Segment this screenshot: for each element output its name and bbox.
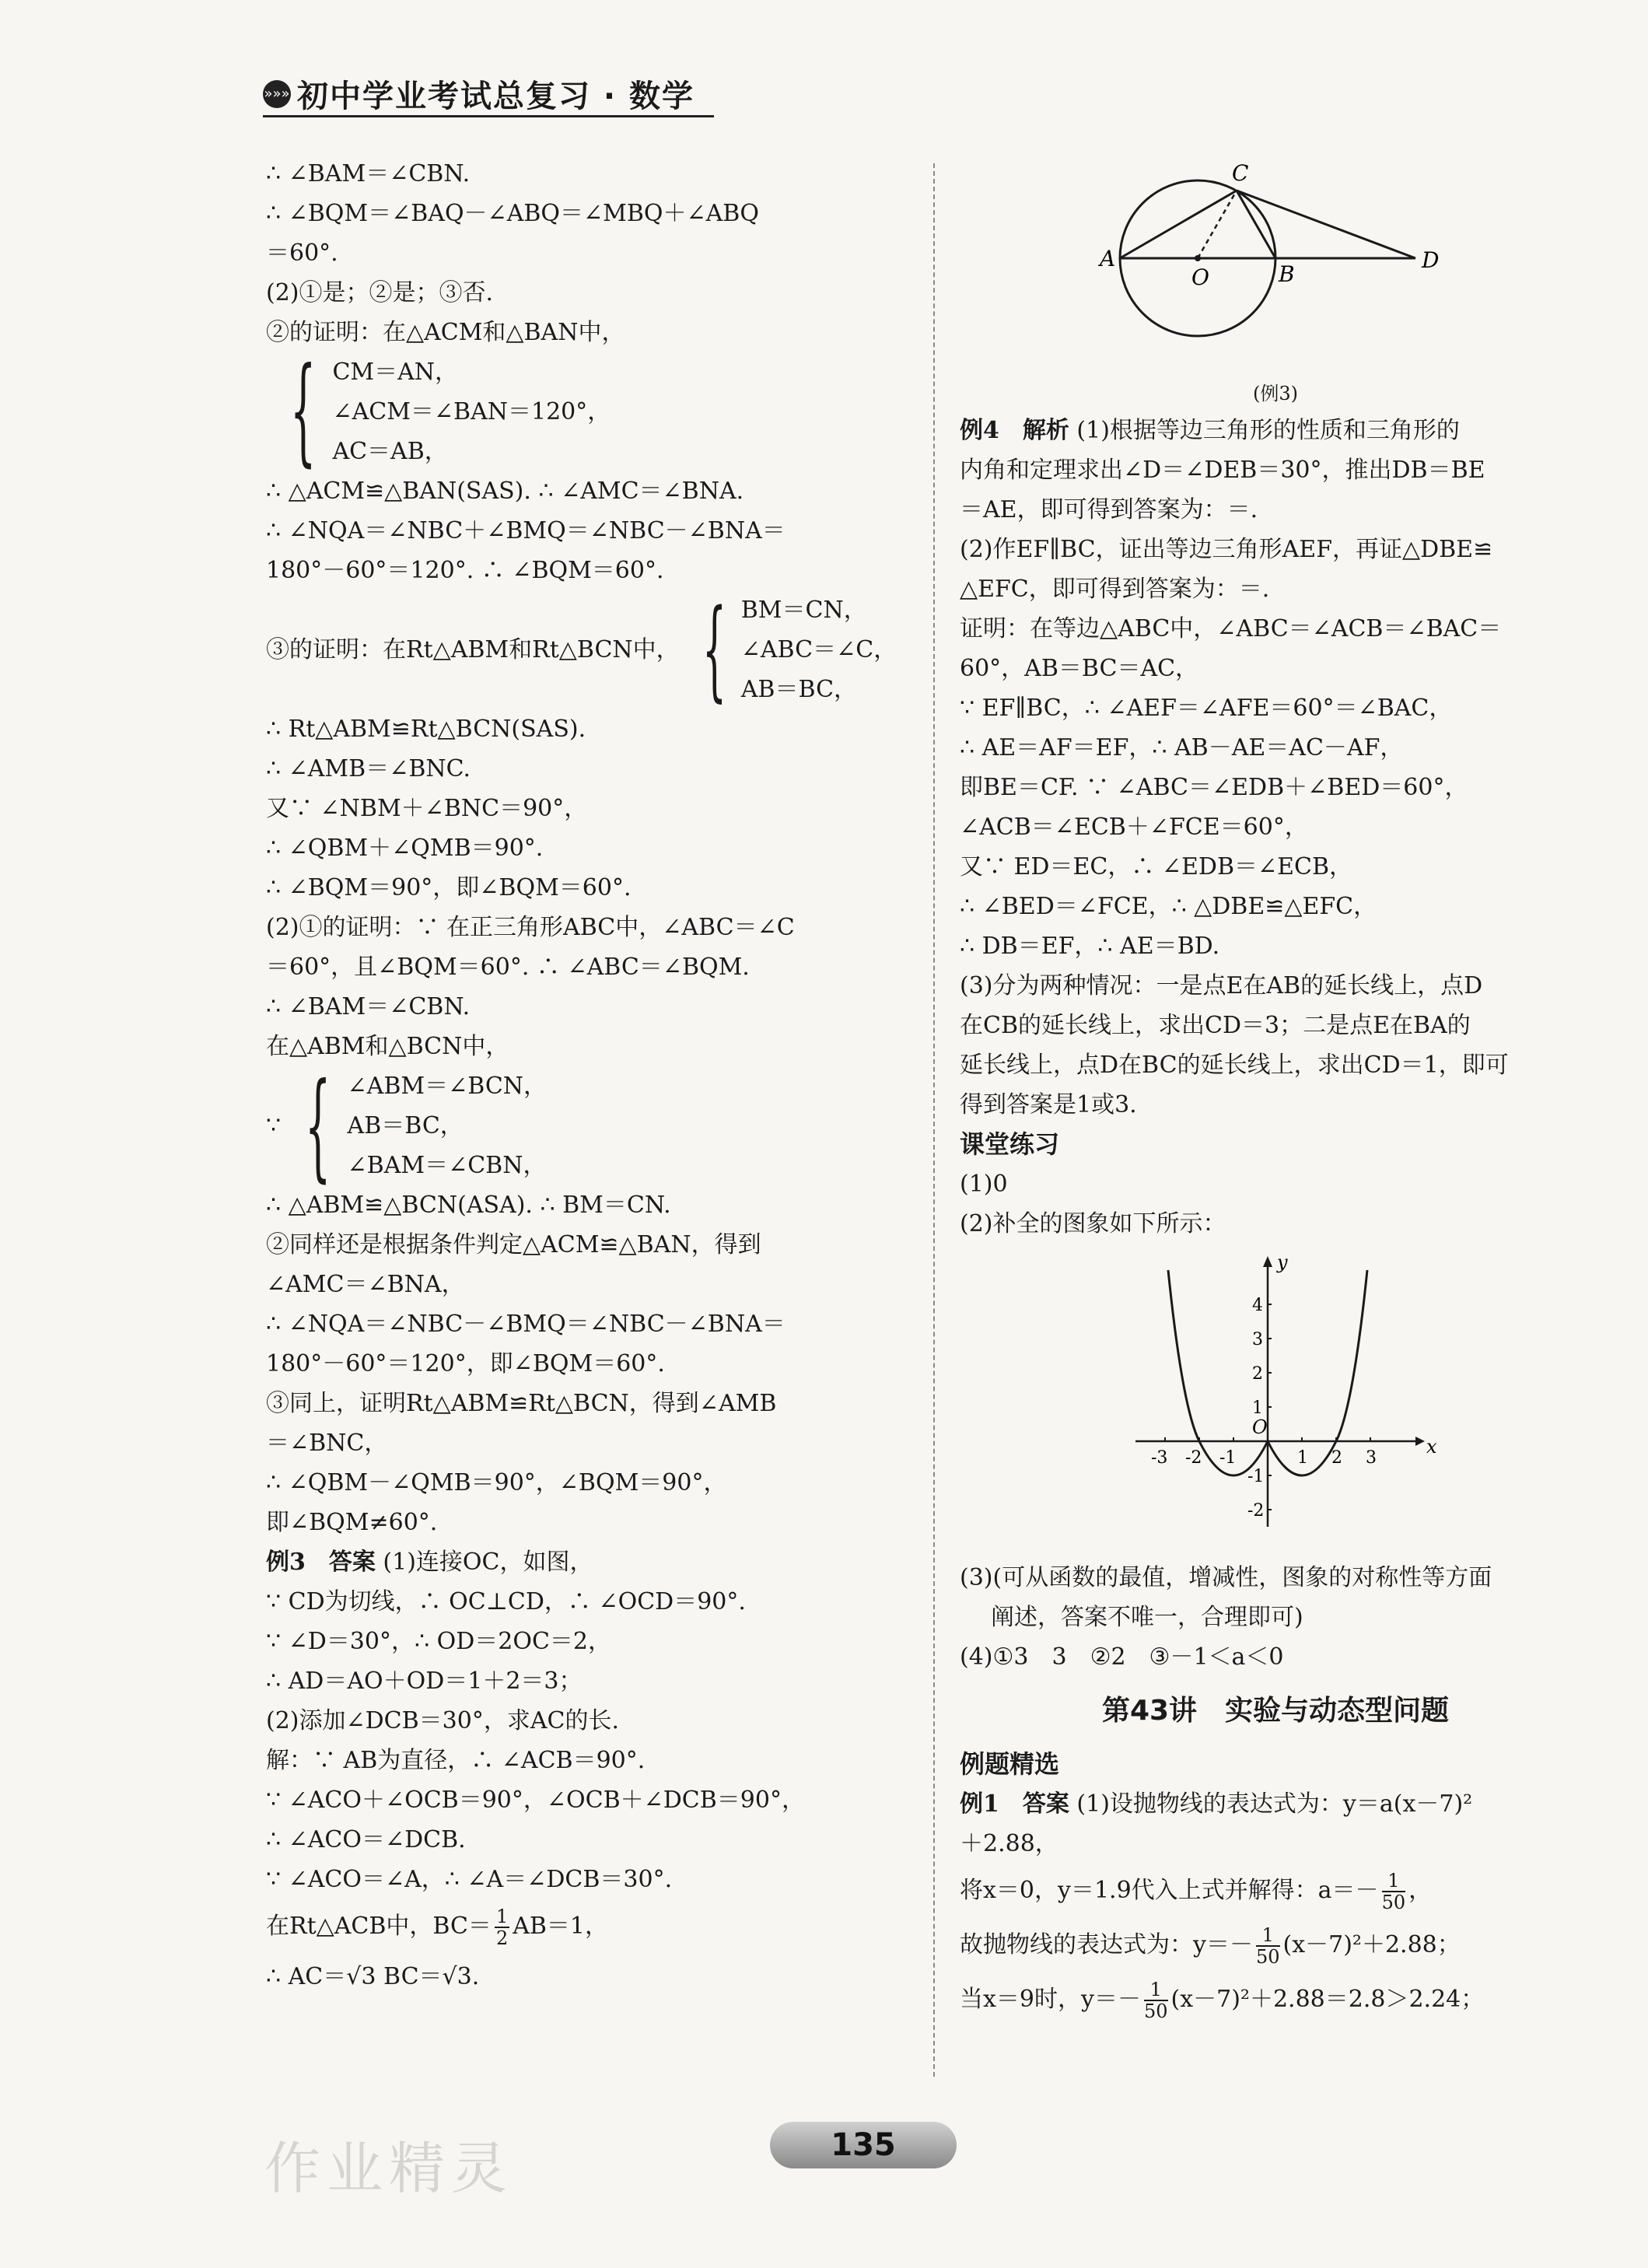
text-line: (3)分为两种情况：一是点E在AB的延长线上，点D xyxy=(960,972,1483,999)
example-3-figure xyxy=(960,157,1591,408)
x-tick-label: 3 xyxy=(1366,1448,1377,1468)
x-tick-label: -3 xyxy=(1151,1448,1168,1468)
condition-line: AB＝BC， xyxy=(740,676,858,703)
text-line: ∴ ∠NQA＝∠NBC－∠BMQ＝∠NBC－∠BNA＝ xyxy=(266,1311,786,1338)
text-line: 在CB的延长线上，求出CD＝3；二是点E在BA的 xyxy=(960,1012,1471,1039)
text-block-2 xyxy=(266,471,904,590)
text-line: (4)①3 3 ②2 ③－1＜a＜0 xyxy=(960,1643,1284,1671)
text-line: ③的证明：在Rt△ABM和Rt△BCN中， xyxy=(266,636,680,663)
condition-line: AC＝AB， xyxy=(332,438,448,465)
text-line: ∴ ∠NQA＝∠NBC＋∠BMQ＝∠NBC－∠BNA＝ xyxy=(266,517,786,544)
text-line: ∴ Rt△ABM≌Rt△BCN(SAS). xyxy=(266,716,586,743)
text-line: ∴ △ACM≌△BAN(SAS). ∴ ∠AMC＝∠BNA. xyxy=(266,478,744,505)
text-line: ＝∠BNC， xyxy=(266,1430,388,1457)
text-line: (2)①的证明：∵ 在正三角形ABC中，∠ABC＝∠C xyxy=(266,914,795,941)
text-line: 阐述，答案不唯一，合理即可) xyxy=(991,1604,1303,1631)
lecture-title: 第43讲 实验与动态型问题 xyxy=(1101,1695,1450,1727)
x-axis-label: x xyxy=(1426,1436,1437,1458)
text-line: ∵ ∠ACO＋∠OCB＝90°，∠OCB＋∠DCB＝90°， xyxy=(266,1787,805,1814)
example-1-heading xyxy=(960,1784,1591,1824)
y-tick-label: 2 xyxy=(1252,1364,1263,1384)
condition-line: ∠ABC＝∠C， xyxy=(740,636,897,663)
text-line: 即∠BQM≠60°. xyxy=(266,1509,438,1536)
text-line: (1)连接OC，如图， xyxy=(383,1549,593,1576)
figure-caption: (例3) xyxy=(1253,383,1298,404)
text-line: 即BE＝CF. ∵ ∠ABC＝∠EDB＋∠BED＝60°， xyxy=(960,774,1468,801)
example-1-label: 例1 答案 xyxy=(960,1790,1069,1818)
fraction-numerator: 1 xyxy=(1382,1871,1406,1892)
text-fragment: AB＝1， xyxy=(513,1913,609,1940)
y-tick-label: -1 xyxy=(1247,1467,1265,1486)
text-line: 60°，AB＝BC＝AC， xyxy=(960,655,1199,682)
fraction-denominator: 50 xyxy=(1381,1892,1406,1913)
left-brace-icon: { xyxy=(702,586,726,713)
x-tick-label: 1 xyxy=(1297,1448,1308,1468)
text-line: 180°－60°＝120°. ∴ ∠BQM＝60°. xyxy=(266,557,664,584)
text-line: ③同上，证明Rt△ABM≌Rt△BCN，得到∠AMB xyxy=(266,1390,777,1417)
text-line: ∴ AC＝√3 BC＝√3. xyxy=(266,1963,480,1990)
substitution-line: 将x＝0，y＝1.9代入上式并解得：a＝－ $\frac{1}{50}$ ， xyxy=(960,1870,1433,1913)
fraction-1-50 xyxy=(1256,1925,1280,1967)
text-line: 又∵ ∠NBM＋∠BNC＝90°， xyxy=(266,795,588,822)
fraction-denominator: 50 xyxy=(1255,1946,1280,1968)
page-number: 135 xyxy=(770,2122,957,2168)
text-line: ∴ DB＝EF，∴ AE＝BD. xyxy=(960,933,1220,960)
examples-section-title: 例题精选 xyxy=(960,1749,1060,1779)
text-fragment: 当x＝9时，y＝－ xyxy=(960,1986,1141,2013)
text-fragment: 在Rt△ACB中，BC＝ xyxy=(266,1913,492,1940)
fraction-denominator: 50 xyxy=(1143,2000,1168,2022)
text-line: (2)作EF∥BC，证出等边三角形AEF，再证△DBE≌ xyxy=(960,536,1493,563)
y-tick-label: 1 xyxy=(1252,1398,1263,1418)
left-brace-icon: { xyxy=(305,1058,331,1194)
text-line: 延长线上，点D在BC的延长线上，求出CD＝1，即可 xyxy=(960,1052,1509,1079)
label-a: A xyxy=(1100,246,1116,271)
label-c: C xyxy=(1232,160,1249,186)
left-column xyxy=(266,154,904,2000)
text-line: 得到答案是1或3. xyxy=(960,1091,1137,1118)
practice-section-title: 课堂练习 xyxy=(960,1129,1060,1159)
text-line: ∴ △ABM≌△BCN(ASA). ∴ BM＝CN. xyxy=(266,1192,671,1219)
text-line: 180°－60°＝120°，即∠BQM＝60°. xyxy=(266,1350,665,1377)
text-line: ∴ AE＝AF＝EF，∴ AB－AE＝AC－AF， xyxy=(960,734,1404,761)
watermark: 作业精灵 xyxy=(264,2136,514,2201)
text-line: ∠AMC＝∠BNA， xyxy=(266,1271,465,1298)
text-block-r3 xyxy=(960,1558,1591,1677)
text-line: (1)0 xyxy=(960,1171,1008,1198)
text-line: ∴ ∠QBM＋∠QMB＝90°. xyxy=(266,835,544,862)
text-line: ＋2.88， xyxy=(960,1830,1058,1857)
text-line: ②同样还是根据条件判定△ACM≌△BAN，得到 xyxy=(266,1231,761,1258)
text-line: ∴ ∠AMB＝∠BNC. xyxy=(266,755,471,782)
text-line: ∴ ∠QBM－∠QMB＝90°，∠BQM＝90°， xyxy=(266,1469,727,1496)
text-line: 解：∵ AB为直径，∴ ∠ACB＝90°. xyxy=(266,1747,646,1774)
text-line: ∴ ∠BQM＝∠BAQ－∠ABQ＝∠MBQ＋∠ABQ xyxy=(266,200,759,227)
right-column xyxy=(960,154,1591,2027)
text-line: ∴ ∠BAM＝∠CBN. xyxy=(266,160,471,187)
y-axis-label: y xyxy=(1277,1251,1288,1273)
circle-tangent-diagram xyxy=(1089,157,1462,367)
text-line: ＝60°，且∠BQM＝60°. ∴ ∠ABC＝∠BQM. xyxy=(266,954,750,981)
text-line: ∴ ∠BQM＝90°，即∠BQM＝60°. xyxy=(266,874,632,901)
x-tick-label: 2 xyxy=(1331,1448,1342,1468)
page-header xyxy=(263,72,695,116)
origin-label: O xyxy=(1252,1416,1268,1438)
text-line: ∴ ∠BAM＝∠CBN. xyxy=(266,993,471,1020)
condition-line: ∠BAM＝∠CBN， xyxy=(347,1152,547,1179)
label-o: O xyxy=(1191,264,1209,290)
fraction-denominator: 2 xyxy=(495,1927,509,1949)
example-3-label: 例3 答案 xyxy=(266,1549,376,1576)
text-line: (2)补全的图象如下所示： xyxy=(960,1210,1226,1237)
condition-brace-3 xyxy=(266,1058,904,1194)
condition-line: ∠ACM＝∠BAN＝120°， xyxy=(332,398,611,425)
fraction-1-50 xyxy=(1382,1871,1406,1913)
text-line: ＝60°. xyxy=(266,240,338,267)
label-d: D xyxy=(1422,247,1440,273)
text-line: ∴ ∠ACO＝∠DCB. xyxy=(266,1826,466,1853)
text-line: ∵ ∠D＝30°，∴ OD＝2OC＝2， xyxy=(266,1628,611,1655)
text-line: ∠ACB＝∠ECB＋∠FCE＝60°， xyxy=(960,814,1308,841)
fraction-numerator: 1 xyxy=(1144,1979,1168,2001)
text-line: △EFC，即可得到答案为：＝. xyxy=(960,576,1270,603)
text-block-5 xyxy=(266,1582,904,1899)
text-line: (1)根据等边三角形的性质和三角形的 xyxy=(1076,417,1460,444)
fraction-numerator: 1 xyxy=(495,1906,509,1927)
text-line: 内角和定理求出∠D＝∠DEB＝30°，推出DB＝BE xyxy=(960,457,1485,484)
series-logo-icon: »»» xyxy=(263,80,291,108)
text-fragment: (x－7)²＋2.88； xyxy=(1282,1931,1461,1958)
y-tick-label: 3 xyxy=(1252,1330,1263,1349)
x-tick-label: -1 xyxy=(1219,1448,1237,1468)
rt-formula-line xyxy=(266,1899,904,1954)
fraction-numerator: 1 xyxy=(1256,1925,1280,1947)
fraction-1-50 xyxy=(1144,1979,1168,2021)
column-divider xyxy=(933,163,935,2077)
x-tick-label: -2 xyxy=(1185,1448,1202,1468)
condition-line: ∠ABM＝∠BCN， xyxy=(347,1073,548,1100)
text-fragment: 故抛物线的表达式为：y＝－ xyxy=(960,1931,1253,1958)
example-3-heading xyxy=(266,1542,904,1582)
text-line: (3)(可从函数的最值，增减性，图象的对称性等方面 xyxy=(960,1564,1492,1591)
text-line: ∴ AD＝AO＋OD＝1＋2＝3； xyxy=(266,1668,583,1695)
text-line: 又∵ ED＝EC，∴ ∠EDB＝∠ECB， xyxy=(960,853,1353,880)
text-line: ∴ ∠BED＝∠FCE，∴ △DBE≌△EFC， xyxy=(960,893,1377,920)
left-brace-icon: { xyxy=(290,343,317,478)
y-tick-label: -2 xyxy=(1247,1501,1265,1521)
evaluation-line xyxy=(960,1972,1591,2027)
fraction-half xyxy=(495,1906,509,1948)
text-block-r1 xyxy=(960,450,1591,1125)
text-line: (2)添加∠DCB＝30°，求AC的长. xyxy=(266,1707,620,1734)
label-b: B xyxy=(1279,261,1295,287)
condition-line: BM＝CN， xyxy=(740,597,867,624)
example-4-heading xyxy=(960,411,1591,450)
text-line: ②的证明：在△ACM和△BAN中， xyxy=(266,319,625,346)
header-rule xyxy=(263,115,714,117)
text-line: 在△ABM和△BCN中， xyxy=(266,1033,509,1060)
text-fragment: 将x＝0，y＝1.9代入上式并解得：a＝－ xyxy=(960,1877,1379,1904)
because-symbol: ∵ xyxy=(266,1112,282,1139)
text-line: ∵ ∠ACO＝∠A，∴ ∠A＝∠DCB＝30°. xyxy=(266,1866,673,1893)
y-tick-label: 4 xyxy=(1252,1296,1263,1315)
text-line: (1)设抛物线的表达式为：y＝a(x－7)² xyxy=(1076,1790,1473,1818)
text-block-3 xyxy=(266,709,904,1066)
condition-line: CM＝AN， xyxy=(332,359,459,386)
function-graph-figure xyxy=(960,1247,1591,1555)
text-line: ∵ EF∥BC，∴ ∠AEF＝∠AFE＝60°＝∠BAC， xyxy=(960,695,1453,722)
text-block-4 xyxy=(266,1185,904,1542)
example-4-label: 例4 解析 xyxy=(960,417,1069,444)
condition-line: AB＝BC， xyxy=(347,1112,464,1139)
function-graph xyxy=(1112,1247,1439,1542)
text-line: 证明：在等边△ABC中，∠ABC＝∠ACB＝∠BAC＝ xyxy=(960,615,1502,642)
condition-brace-1 xyxy=(266,343,904,478)
text-block-1 xyxy=(266,154,904,352)
book-title: 初中学业考试总复习 · 数学 xyxy=(297,79,695,114)
condition-brace-2 xyxy=(266,586,904,713)
text-fragment: (x－7)²＋2.88＝2.8＞2.24； xyxy=(1170,1986,1485,2013)
text-line: (2)①是；②是；③否. xyxy=(266,279,494,306)
text-line: ＝AE，即可得到答案为：＝. xyxy=(960,496,1258,523)
expression-line xyxy=(960,1918,1591,1972)
text-line: ∵ CD为切线，∴ OC⊥CD，∴ ∠OCD＝90°. xyxy=(266,1588,746,1615)
